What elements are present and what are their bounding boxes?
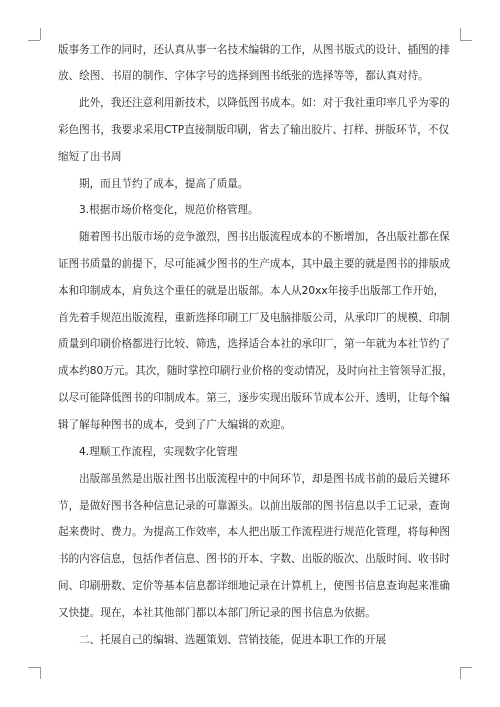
- text-line: 版事务工作的同时，还认真从事一名技术编辑的工作，从图书版式的设计、插图的排: [58, 44, 450, 56]
- text-line: 书的内容信息，包括作者信息、图书的开本、字数、出版的版次、出版时间、收书时: [58, 553, 450, 565]
- text-line: 缩短了出书周: [58, 151, 122, 163]
- text-line: 证图书质量的前提下，尽可能减少图书的生产成本，其中最主要的就是图书的排版成: [58, 258, 450, 270]
- text-line: 随着图书出版市场的竞争激烈，图书出版流程成本的不断增加，各出版社都在保: [79, 231, 450, 243]
- text-line: 成本约80万元。其次，随时掌控印刷行业价格的变动情况，及时向社主管领导汇报，: [58, 365, 453, 377]
- text-line: 质量到印刷价格都进行比较、筛选，选择适合本社的承印厂，第一年就为本社节约了: [58, 338, 450, 350]
- text-line: 辑了解每种图书的成本，受到了广大编辑的欢迎。: [58, 419, 292, 431]
- text-line: 首先着手规范出版流程，重新选择印刷工厂及电脑排版公司，从承印厂的规模、印制: [58, 312, 450, 324]
- text-line: 放、绘图、书眉的制作、字体字号的选择到图书纸张的选择等等，都认真对待。: [58, 70, 429, 82]
- text-line: 以尽可能降低图书的印制成本。第三，逐步实现出版环节成本公开、透明，让每个编: [58, 392, 450, 404]
- text-line: 期，而且节约了成本，提高了质量。: [79, 178, 249, 190]
- text-line: 本和印制成本，肩负这个重任的就是出版部。本人从20xx年接手出版部工作开始，: [58, 285, 445, 297]
- text-line: 又快捷。现在，本社其他部门都以本部门所记录的图书信息为依据。: [58, 607, 376, 619]
- section-heading: 二、托展自己的编辑、选题策划、营销技能，促进本职工作的开展: [79, 634, 387, 646]
- text-line: 出版部虽然是出版社图书出版流程中的中间环节，却是图书成书前的最后关键环: [79, 473, 450, 485]
- text-line: 间、印刷册数、定价等基本信息都详细地记录在计算机上，使图书信息查询起来准确: [58, 580, 450, 592]
- text-line: 彩色图书，我要求采用CTP直接制版印刷，省去了输出胶片、打样、拼版环节，不仅: [58, 124, 450, 136]
- text-line: 此外，我还注意利用新技术，以降低图书成本。如：对于我社重印率几乎为零的: [79, 97, 450, 109]
- text-line: 节，是做好图书各种信息记录的可靠源头。以前出版部的图书信息以手工记录，查询: [58, 500, 450, 512]
- text-line: 起来费时、费力。为提高工作效率，本人把出版工作流程进行规范化管理，将每种图: [58, 526, 450, 538]
- section-heading: 4.理顺工作流程，实现数字化管理: [79, 446, 238, 458]
- section-heading: 3.根据市场价格变化，规范价格管理。: [79, 204, 259, 216]
